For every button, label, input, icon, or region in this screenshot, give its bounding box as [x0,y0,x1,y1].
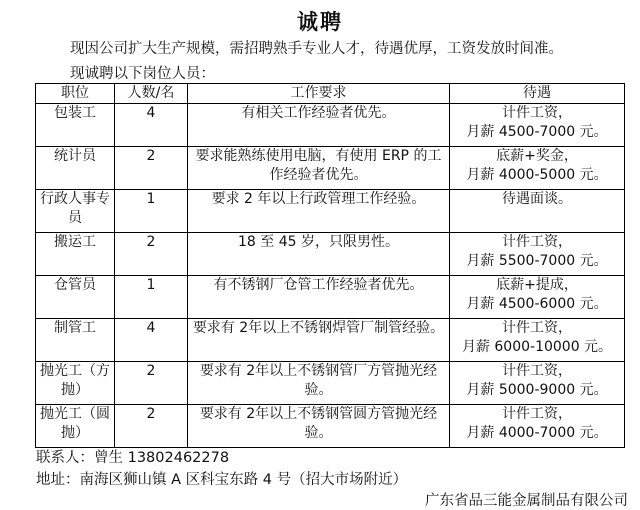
cell-position: 仓管员 [36,276,115,319]
table-row [36,147,625,190]
cell-count: 2 [115,405,188,448]
pay-type: 底薪+提成， [496,277,578,293]
recruitment-table [35,83,625,448]
cell-count: 1 [115,276,188,319]
table-row [36,405,625,448]
pay-range: 月薪 4000-5000 元。 [466,167,608,183]
pay-type: 计件工资， [502,320,572,336]
cell-count: 2 [115,233,188,276]
header-count: 人数/名 [115,84,188,104]
cell-pay [450,104,625,147]
pay-range: 月薪 6000-10000 元。 [461,339,613,355]
pay-type: 计件工资， [502,105,572,121]
cell-pay [450,147,625,190]
cell-requirement: 要求有 2年以上不锈钢管厂方管抛光经验。 [188,362,450,405]
company-name: 广东省品三能金属制品有限公司 [425,493,628,509]
address-info: 地址：南海区狮山镇 A 区科宝东路 4 号（招大市场附近） [36,472,408,488]
cell-pay [450,405,625,448]
page-title: 诚聘 [297,10,343,34]
cell-count: 4 [115,319,188,362]
cell-position: 统计员 [36,147,115,190]
pay-type: 底薪+奖金， [496,148,578,164]
cell-position: 抛光工（方抛） [36,362,115,405]
cell-position: 搬运工 [36,233,115,276]
cell-position: 抛光工（圆抛） [36,405,115,448]
cell-position: 包装工 [36,104,115,147]
cell-requirement: 要求有 2年以上不锈钢焊管厂制管经验。 [188,319,450,362]
table-row [36,233,625,276]
table-row [36,362,625,405]
cell-requirement: 有相关工作经验者优先。 [188,104,450,147]
table-row [36,190,625,233]
pay-range: 月薪 4000-7000 元。 [466,425,608,441]
cell-pay [450,276,625,319]
pay-range: 月薪 5000-9000 元。 [466,382,608,398]
cell-count: 2 [115,362,188,405]
pay-type: 计件工资， [502,406,572,422]
header-pay: 待遇 [450,84,625,104]
cell-requirement: 要求能熟练使用电脑，有使用 ERP 的工作经验者优先。 [188,147,450,190]
pay-range: 月薪 5500-7000 元。 [466,253,608,269]
table-row [36,319,625,362]
pay-type: 计件工资， [502,363,572,379]
cell-requirement: 18 至 45 岁，只限男性。 [188,233,450,276]
cell-position: 行政人事专员 [36,190,115,233]
pay-type: 待遇面谈。 [502,191,572,207]
header-requirement: 工作要求 [188,84,450,104]
cell-count: 2 [115,147,188,190]
intro-text-2: 现诚聘以下岗位人员： [70,66,215,82]
cell-pay [450,362,625,405]
cell-pay [450,319,625,362]
cell-pay [450,190,625,233]
table-row [36,276,625,319]
cell-requirement: 有不锈钢厂仓管工作经验者优先。 [188,276,450,319]
header-position: 职位 [36,84,115,104]
pay-type: 计件工资， [502,234,572,250]
intro-text: 现因公司扩大生产规模，需招聘熟手专业人才，待遇优厚，工资发放时间准。 [70,41,563,57]
pay-range: 月薪 4500-6000 元。 [466,296,608,312]
table-row [36,104,625,147]
cell-count: 4 [115,104,188,147]
contact-info: 联系人：曾生 13802462278 [36,450,230,466]
cell-pay [450,233,625,276]
cell-count: 1 [115,190,188,233]
cell-requirement: 要求有 2年以上不锈钢管圆方管抛光经验。 [188,405,450,448]
cell-requirement: 要求 2 年以上行政管理工作经验。 [188,190,450,233]
cell-position: 制管工 [36,319,115,362]
table-header-row [36,84,625,104]
pay-range: 月薪 4500-7000 元。 [466,124,608,140]
